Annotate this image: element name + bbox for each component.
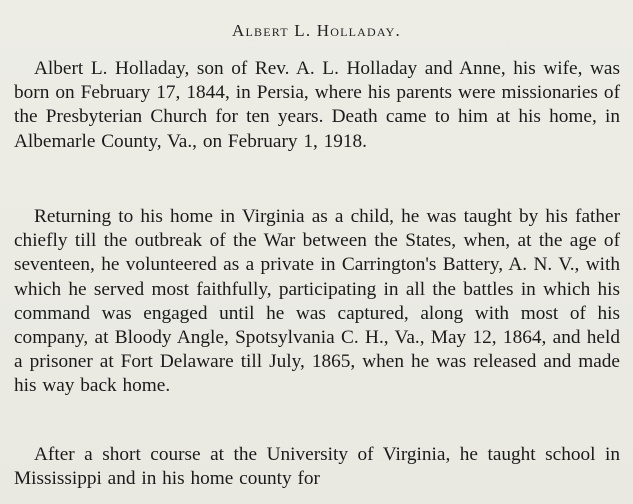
paragraph-biography-intro: Albert L. Holladay, son of Rev. A. L. Holladay and Anne, his wife, was born on February 17, 1844, in Persia, where his parents were missionaries of the Presbyterian Church for ten years. Death came to him at his home, in Albemarle County, Va., on February 1, 1918. — [14, 58, 620, 152]
paragraph-later-career: After a short course at the University of Virginia, he taught school in Mississippi and in his home county for — [14, 444, 620, 490]
paragraph-war-service: Returning to his home in Virginia as a child, he was taught by his father chiefly till the outbreak of the War between the States, when, at the age of seventeen, he volunteered as a private in Carrington's Battery, A. N. V., with which he served most faithfully, participating in all the battles in which his command was engaged until he was captured, along with most of his company, at Bloody Angle, Spotsylvania C. H., Va., May 12, 1864, and held a prisoner at Fort Delaware till July, 1865, when he was released and made his way back home. — [14, 206, 620, 397]
article-heading: Albert L. Holladay. — [232, 21, 401, 40]
